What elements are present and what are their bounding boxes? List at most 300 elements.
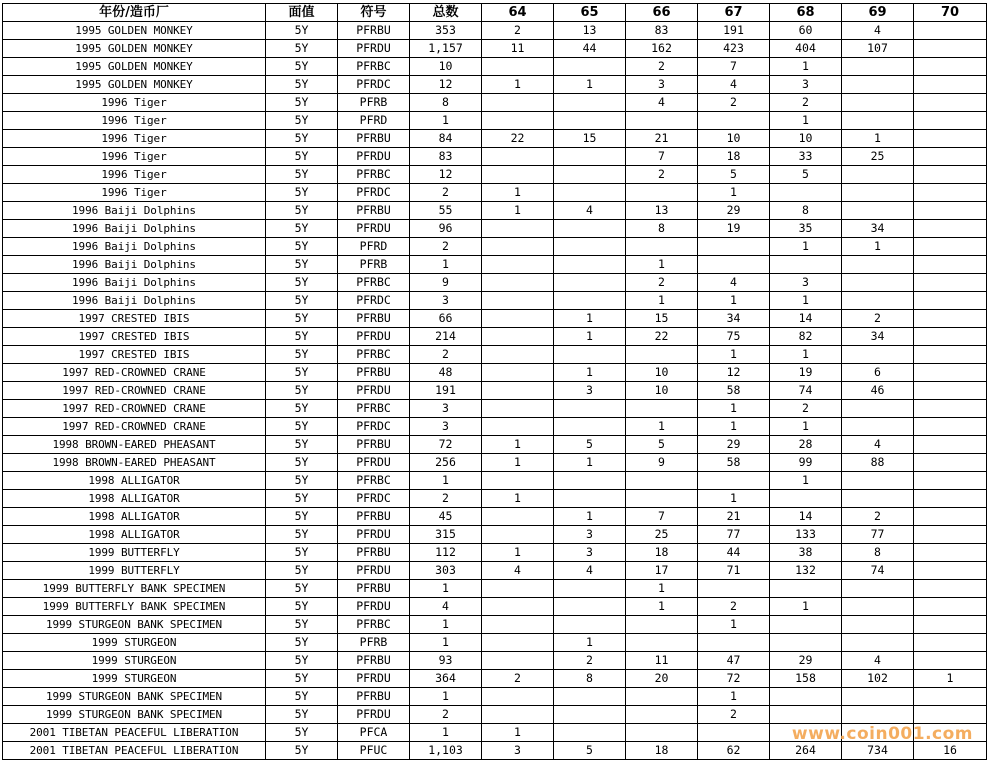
cell-year-mint: 1998 BROWN-EARED PHEASANT bbox=[3, 436, 266, 454]
cell-grade-66: 9 bbox=[626, 454, 698, 472]
cell-grade-66: 1 bbox=[626, 292, 698, 310]
cell-grade-65 bbox=[554, 706, 626, 724]
cell-total: 1 bbox=[410, 472, 482, 490]
cell-denomination: 5Y bbox=[266, 706, 338, 724]
cell-grade-68: 33 bbox=[770, 148, 842, 166]
cell-year-mint: 1996 Baiji Dolphins bbox=[3, 202, 266, 220]
cell-grade-65: 5 bbox=[554, 742, 626, 760]
cell-grade-70 bbox=[914, 202, 987, 220]
cell-grade-66: 15 bbox=[626, 310, 698, 328]
cell-grade-65: 3 bbox=[554, 544, 626, 562]
cell-grade-65: 1 bbox=[554, 364, 626, 382]
cell-grade-64: 3 bbox=[482, 742, 554, 760]
cell-grade-67: 2 bbox=[698, 598, 770, 616]
cell-grade-67: 423 bbox=[698, 40, 770, 58]
cell-grade-66: 25 bbox=[626, 526, 698, 544]
cell-grade-69 bbox=[842, 94, 914, 112]
cell-grade-symbol: PFRDC bbox=[338, 184, 410, 202]
cell-grade-65: 3 bbox=[554, 382, 626, 400]
cell-grade-70: 16 bbox=[914, 742, 987, 760]
cell-grade-symbol: PFRDU bbox=[338, 562, 410, 580]
cell-grade-67: 58 bbox=[698, 454, 770, 472]
cell-grade-69 bbox=[842, 346, 914, 364]
cell-grade-69: 74 bbox=[842, 562, 914, 580]
cell-total: 4 bbox=[410, 598, 482, 616]
cell-grade-symbol: PFRBC bbox=[338, 346, 410, 364]
table-row bbox=[3, 310, 987, 328]
cell-denomination: 5Y bbox=[266, 454, 338, 472]
cell-denomination: 5Y bbox=[266, 688, 338, 706]
cell-grade-68: 19 bbox=[770, 364, 842, 382]
cell-denomination: 5Y bbox=[266, 382, 338, 400]
table-row bbox=[3, 688, 987, 706]
cell-year-mint: 1996 Tiger bbox=[3, 94, 266, 112]
cell-grade-68: 38 bbox=[770, 544, 842, 562]
population-table bbox=[2, 3, 987, 760]
cell-denomination: 5Y bbox=[266, 220, 338, 238]
cell-grade-64 bbox=[482, 58, 554, 76]
cell-grade-symbol: PFRBC bbox=[338, 274, 410, 292]
table-row bbox=[3, 472, 987, 490]
cell-year-mint: 1998 ALLIGATOR bbox=[3, 472, 266, 490]
cell-grade-66: 10 bbox=[626, 364, 698, 382]
cell-grade-67: 58 bbox=[698, 382, 770, 400]
cell-grade-69 bbox=[842, 580, 914, 598]
cell-denomination: 5Y bbox=[266, 634, 338, 652]
cell-denomination: 5Y bbox=[266, 310, 338, 328]
header-row bbox=[3, 4, 987, 22]
col-header-grade-66: 66 bbox=[626, 4, 698, 22]
cell-grade-67: 4 bbox=[698, 76, 770, 94]
cell-grade-64 bbox=[482, 472, 554, 490]
cell-grade-69 bbox=[842, 688, 914, 706]
cell-denomination: 5Y bbox=[266, 598, 338, 616]
cell-grade-66 bbox=[626, 238, 698, 256]
cell-grade-67: 5 bbox=[698, 166, 770, 184]
cell-grade-67 bbox=[698, 724, 770, 742]
cell-denomination: 5Y bbox=[266, 40, 338, 58]
cell-denomination: 5Y bbox=[266, 274, 338, 292]
cell-grade-69 bbox=[842, 166, 914, 184]
cell-grade-69 bbox=[842, 418, 914, 436]
cell-grade-64 bbox=[482, 598, 554, 616]
col-header-total: 总数 bbox=[410, 4, 482, 22]
cell-total: 2 bbox=[410, 490, 482, 508]
table-row bbox=[3, 382, 987, 400]
cell-grade-70 bbox=[914, 310, 987, 328]
cell-year-mint: 1999 BUTTERFLY BANK SPECIMEN bbox=[3, 580, 266, 598]
cell-grade-64 bbox=[482, 526, 554, 544]
cell-grade-68: 2 bbox=[770, 94, 842, 112]
cell-grade-symbol: PFRDU bbox=[338, 40, 410, 58]
cell-grade-65 bbox=[554, 400, 626, 418]
cell-grade-67: 1 bbox=[698, 490, 770, 508]
cell-grade-66: 2 bbox=[626, 274, 698, 292]
cell-grade-64 bbox=[482, 166, 554, 184]
cell-total: 83 bbox=[410, 148, 482, 166]
cell-grade-69 bbox=[842, 274, 914, 292]
table-body bbox=[3, 22, 987, 760]
cell-grade-69 bbox=[842, 490, 914, 508]
cell-grade-65 bbox=[554, 238, 626, 256]
cell-grade-69: 8 bbox=[842, 544, 914, 562]
cell-grade-symbol: PFRDU bbox=[338, 706, 410, 724]
cell-grade-65: 5 bbox=[554, 436, 626, 454]
cell-grade-70 bbox=[914, 616, 987, 634]
cell-grade-70 bbox=[914, 346, 987, 364]
cell-year-mint: 1995 GOLDEN MONKEY bbox=[3, 58, 266, 76]
cell-total: 3 bbox=[410, 400, 482, 418]
cell-total: 315 bbox=[410, 526, 482, 544]
table-row bbox=[3, 616, 987, 634]
cell-grade-66 bbox=[626, 616, 698, 634]
cell-grade-69 bbox=[842, 634, 914, 652]
table-row bbox=[3, 544, 987, 562]
cell-grade-67: 18 bbox=[698, 148, 770, 166]
cell-denomination: 5Y bbox=[266, 256, 338, 274]
cell-grade-65 bbox=[554, 490, 626, 508]
cell-grade-68: 8 bbox=[770, 202, 842, 220]
cell-grade-69 bbox=[842, 256, 914, 274]
cell-grade-symbol: PFRDU bbox=[338, 454, 410, 472]
cell-total: 1 bbox=[410, 724, 482, 742]
cell-grade-69: 34 bbox=[842, 220, 914, 238]
cell-year-mint: 1997 CRESTED IBIS bbox=[3, 346, 266, 364]
cell-grade-69 bbox=[842, 706, 914, 724]
cell-grade-66: 4 bbox=[626, 94, 698, 112]
cell-grade-symbol: PFUC bbox=[338, 742, 410, 760]
cell-year-mint: 1995 GOLDEN MONKEY bbox=[3, 22, 266, 40]
cell-year-mint: 1996 Tiger bbox=[3, 148, 266, 166]
cell-grade-66: 2 bbox=[626, 58, 698, 76]
cell-grade-65 bbox=[554, 688, 626, 706]
cell-grade-70 bbox=[914, 292, 987, 310]
cell-grade-64 bbox=[482, 328, 554, 346]
cell-grade-symbol: PFRDU bbox=[338, 382, 410, 400]
cell-grade-66: 7 bbox=[626, 508, 698, 526]
table-row bbox=[3, 742, 987, 760]
cell-grade-67: 191 bbox=[698, 22, 770, 40]
cell-grade-64: 1 bbox=[482, 544, 554, 562]
cell-grade-69: 2 bbox=[842, 310, 914, 328]
cell-grade-70 bbox=[914, 688, 987, 706]
cell-grade-symbol: PFRBU bbox=[338, 436, 410, 454]
cell-total: 55 bbox=[410, 202, 482, 220]
cell-total: 191 bbox=[410, 382, 482, 400]
table-row bbox=[3, 274, 987, 292]
cell-grade-65: 8 bbox=[554, 670, 626, 688]
cell-grade-69 bbox=[842, 616, 914, 634]
cell-grade-70: 1 bbox=[914, 670, 987, 688]
cell-denomination: 5Y bbox=[266, 652, 338, 670]
table-row bbox=[3, 148, 987, 166]
cell-total: 1 bbox=[410, 580, 482, 598]
cell-grade-67: 47 bbox=[698, 652, 770, 670]
cell-grade-64 bbox=[482, 688, 554, 706]
cell-grade-65 bbox=[554, 292, 626, 310]
cell-grade-69 bbox=[842, 400, 914, 418]
cell-grade-66 bbox=[626, 688, 698, 706]
cell-grade-64 bbox=[482, 238, 554, 256]
cell-year-mint: 1997 RED-CROWNED CRANE bbox=[3, 364, 266, 382]
cell-year-mint: 1995 GOLDEN MONKEY bbox=[3, 40, 266, 58]
cell-grade-68 bbox=[770, 256, 842, 274]
cell-grade-67: 34 bbox=[698, 310, 770, 328]
cell-grade-64 bbox=[482, 274, 554, 292]
cell-grade-69: 1 bbox=[842, 238, 914, 256]
cell-grade-67: 1 bbox=[698, 292, 770, 310]
cell-grade-64: 2 bbox=[482, 22, 554, 40]
cell-grade-65: 1 bbox=[554, 508, 626, 526]
cell-grade-68: 10 bbox=[770, 130, 842, 148]
cell-grade-68: 264 bbox=[770, 742, 842, 760]
table-row bbox=[3, 634, 987, 652]
cell-grade-66 bbox=[626, 724, 698, 742]
cell-grade-65: 1 bbox=[554, 310, 626, 328]
cell-grade-69 bbox=[842, 472, 914, 490]
cell-grade-69: 4 bbox=[842, 22, 914, 40]
cell-grade-69 bbox=[842, 202, 914, 220]
cell-grade-68: 3 bbox=[770, 76, 842, 94]
cell-grade-67: 62 bbox=[698, 742, 770, 760]
cell-grade-68: 82 bbox=[770, 328, 842, 346]
cell-grade-70 bbox=[914, 184, 987, 202]
cell-grade-65: 1 bbox=[554, 634, 626, 652]
cell-grade-66: 8 bbox=[626, 220, 698, 238]
cell-grade-70 bbox=[914, 706, 987, 724]
cell-grade-70 bbox=[914, 256, 987, 274]
cell-grade-67: 71 bbox=[698, 562, 770, 580]
cell-grade-68: 1 bbox=[770, 238, 842, 256]
cell-grade-65 bbox=[554, 184, 626, 202]
cell-denomination: 5Y bbox=[266, 292, 338, 310]
cell-grade-69 bbox=[842, 292, 914, 310]
cell-year-mint: 1999 STURGEON BANK SPECIMEN bbox=[3, 706, 266, 724]
cell-grade-symbol: PFCA bbox=[338, 724, 410, 742]
cell-grade-65: 1 bbox=[554, 328, 626, 346]
cell-grade-70 bbox=[914, 652, 987, 670]
cell-grade-69: 88 bbox=[842, 454, 914, 472]
cell-grade-68: 2 bbox=[770, 400, 842, 418]
cell-grade-65: 4 bbox=[554, 202, 626, 220]
cell-grade-68 bbox=[770, 490, 842, 508]
cell-year-mint: 1996 Tiger bbox=[3, 166, 266, 184]
cell-grade-68: 1 bbox=[770, 346, 842, 364]
cell-grade-65: 4 bbox=[554, 562, 626, 580]
cell-year-mint: 1999 BUTTERFLY bbox=[3, 544, 266, 562]
cell-total: 10 bbox=[410, 58, 482, 76]
cell-grade-67 bbox=[698, 112, 770, 130]
cell-grade-symbol: PFRDU bbox=[338, 526, 410, 544]
cell-grade-67: 21 bbox=[698, 508, 770, 526]
cell-year-mint: 1997 CRESTED IBIS bbox=[3, 310, 266, 328]
cell-grade-64 bbox=[482, 616, 554, 634]
cell-total: 1 bbox=[410, 688, 482, 706]
cell-grade-68: 1 bbox=[770, 598, 842, 616]
cell-grade-70 bbox=[914, 58, 987, 76]
cell-total: 48 bbox=[410, 364, 482, 382]
cell-year-mint: 1999 STURGEON bbox=[3, 634, 266, 652]
cell-grade-64: 1 bbox=[482, 454, 554, 472]
cell-grade-67: 29 bbox=[698, 202, 770, 220]
cell-denomination: 5Y bbox=[266, 724, 338, 742]
cell-grade-symbol: PFRDC bbox=[338, 292, 410, 310]
cell-grade-65: 1 bbox=[554, 76, 626, 94]
cell-grade-70 bbox=[914, 418, 987, 436]
cell-year-mint: 1997 CRESTED IBIS bbox=[3, 328, 266, 346]
cell-grade-68 bbox=[770, 616, 842, 634]
cell-total: 1 bbox=[410, 616, 482, 634]
cell-grade-66: 18 bbox=[626, 544, 698, 562]
cell-total: 45 bbox=[410, 508, 482, 526]
table-row bbox=[3, 22, 987, 40]
cell-grade-64: 11 bbox=[482, 40, 554, 58]
cell-grade-64 bbox=[482, 508, 554, 526]
cell-grade-66: 5 bbox=[626, 436, 698, 454]
site-watermark: www.coin001.com bbox=[791, 724, 973, 744]
cell-total: 72 bbox=[410, 436, 482, 454]
cell-grade-69: 734 bbox=[842, 742, 914, 760]
cell-total: 1,157 bbox=[410, 40, 482, 58]
cell-grade-66: 7 bbox=[626, 148, 698, 166]
cell-grade-70 bbox=[914, 274, 987, 292]
cell-total: 303 bbox=[410, 562, 482, 580]
cell-total: 3 bbox=[410, 292, 482, 310]
cell-year-mint: 1999 STURGEON BANK SPECIMEN bbox=[3, 616, 266, 634]
cell-year-mint: 2001 TIBETAN PEACEFUL LIBERATION bbox=[3, 742, 266, 760]
cell-grade-64 bbox=[482, 706, 554, 724]
cell-grade-70 bbox=[914, 490, 987, 508]
cell-grade-68: 132 bbox=[770, 562, 842, 580]
cell-grade-69: 46 bbox=[842, 382, 914, 400]
cell-grade-symbol: PFRD bbox=[338, 112, 410, 130]
cell-denomination: 5Y bbox=[266, 508, 338, 526]
cell-grade-70 bbox=[914, 544, 987, 562]
table-row bbox=[3, 94, 987, 112]
cell-grade-67 bbox=[698, 472, 770, 490]
cell-denomination: 5Y bbox=[266, 184, 338, 202]
table-row bbox=[3, 166, 987, 184]
cell-year-mint: 1998 ALLIGATOR bbox=[3, 526, 266, 544]
cell-grade-69 bbox=[842, 58, 914, 76]
cell-denomination: 5Y bbox=[266, 22, 338, 40]
cell-grade-67: 1 bbox=[698, 346, 770, 364]
cell-grade-66 bbox=[626, 706, 698, 724]
cell-grade-70 bbox=[914, 94, 987, 112]
cell-grade-symbol: PFRBU bbox=[338, 364, 410, 382]
cell-denomination: 5Y bbox=[266, 166, 338, 184]
table-row bbox=[3, 58, 987, 76]
cell-year-mint: 1996 Baiji Dolphins bbox=[3, 274, 266, 292]
col-header-grade-64: 64 bbox=[482, 4, 554, 22]
cell-grade-67: 77 bbox=[698, 526, 770, 544]
cell-grade-65 bbox=[554, 346, 626, 364]
cell-grade-64 bbox=[482, 220, 554, 238]
cell-grade-66 bbox=[626, 112, 698, 130]
cell-grade-symbol: PFRBU bbox=[338, 22, 410, 40]
col-header-grade-68: 68 bbox=[770, 4, 842, 22]
cell-grade-66 bbox=[626, 400, 698, 418]
cell-grade-symbol: PFRBU bbox=[338, 202, 410, 220]
cell-grade-64: 2 bbox=[482, 670, 554, 688]
cell-grade-65 bbox=[554, 148, 626, 166]
cell-grade-67 bbox=[698, 256, 770, 274]
cell-denomination: 5Y bbox=[266, 670, 338, 688]
cell-grade-symbol: PFRBC bbox=[338, 400, 410, 418]
cell-grade-64: 1 bbox=[482, 436, 554, 454]
cell-year-mint: 1998 BROWN-EARED PHEASANT bbox=[3, 454, 266, 472]
cell-grade-69 bbox=[842, 598, 914, 616]
cell-grade-67: 2 bbox=[698, 706, 770, 724]
cell-grade-symbol: PFRBU bbox=[338, 508, 410, 526]
cell-grade-67: 1 bbox=[698, 616, 770, 634]
cell-grade-66: 2 bbox=[626, 166, 698, 184]
cell-grade-68: 74 bbox=[770, 382, 842, 400]
cell-grade-66: 83 bbox=[626, 22, 698, 40]
cell-denomination: 5Y bbox=[266, 112, 338, 130]
cell-year-mint: 1998 ALLIGATOR bbox=[3, 508, 266, 526]
cell-denomination: 5Y bbox=[266, 346, 338, 364]
cell-denomination: 5Y bbox=[266, 472, 338, 490]
cell-grade-65 bbox=[554, 598, 626, 616]
cell-year-mint: 1996 Baiji Dolphins bbox=[3, 238, 266, 256]
cell-grade-symbol: PFRBU bbox=[338, 544, 410, 562]
cell-year-mint: 1996 Baiji Dolphins bbox=[3, 292, 266, 310]
table-row bbox=[3, 652, 987, 670]
cell-grade-70 bbox=[914, 112, 987, 130]
cell-grade-64: 1 bbox=[482, 490, 554, 508]
cell-grade-69: 77 bbox=[842, 526, 914, 544]
cell-grade-69 bbox=[842, 184, 914, 202]
cell-grade-70 bbox=[914, 508, 987, 526]
cell-grade-69: 1 bbox=[842, 130, 914, 148]
cell-total: 1 bbox=[410, 634, 482, 652]
cell-grade-66: 22 bbox=[626, 328, 698, 346]
cell-grade-65 bbox=[554, 418, 626, 436]
cell-grade-67: 44 bbox=[698, 544, 770, 562]
cell-grade-64 bbox=[482, 310, 554, 328]
cell-grade-68: 28 bbox=[770, 436, 842, 454]
cell-grade-symbol: PFRB bbox=[338, 634, 410, 652]
cell-total: 12 bbox=[410, 166, 482, 184]
cell-total: 2 bbox=[410, 184, 482, 202]
cell-year-mint: 1999 BUTTERFLY bbox=[3, 562, 266, 580]
cell-grade-66 bbox=[626, 634, 698, 652]
cell-grade-symbol: PFRB bbox=[338, 94, 410, 112]
cell-year-mint: 1999 BUTTERFLY BANK SPECIMEN bbox=[3, 598, 266, 616]
cell-grade-69 bbox=[842, 76, 914, 94]
cell-total: 9 bbox=[410, 274, 482, 292]
cell-total: 353 bbox=[410, 22, 482, 40]
cell-denomination: 5Y bbox=[266, 148, 338, 166]
cell-grade-64 bbox=[482, 292, 554, 310]
cell-grade-70 bbox=[914, 22, 987, 40]
cell-grade-69: 102 bbox=[842, 670, 914, 688]
cell-grade-65: 44 bbox=[554, 40, 626, 58]
cell-grade-symbol: PFRBC bbox=[338, 58, 410, 76]
cell-denomination: 5Y bbox=[266, 76, 338, 94]
cell-grade-69: 34 bbox=[842, 328, 914, 346]
cell-grade-64 bbox=[482, 148, 554, 166]
cell-grade-68 bbox=[770, 580, 842, 598]
cell-grade-70 bbox=[914, 598, 987, 616]
cell-grade-symbol: PFRBU bbox=[338, 310, 410, 328]
cell-denomination: 5Y bbox=[266, 58, 338, 76]
table-row bbox=[3, 706, 987, 724]
cell-year-mint: 1996 Baiji Dolphins bbox=[3, 220, 266, 238]
table-row bbox=[3, 130, 987, 148]
cell-total: 2 bbox=[410, 706, 482, 724]
